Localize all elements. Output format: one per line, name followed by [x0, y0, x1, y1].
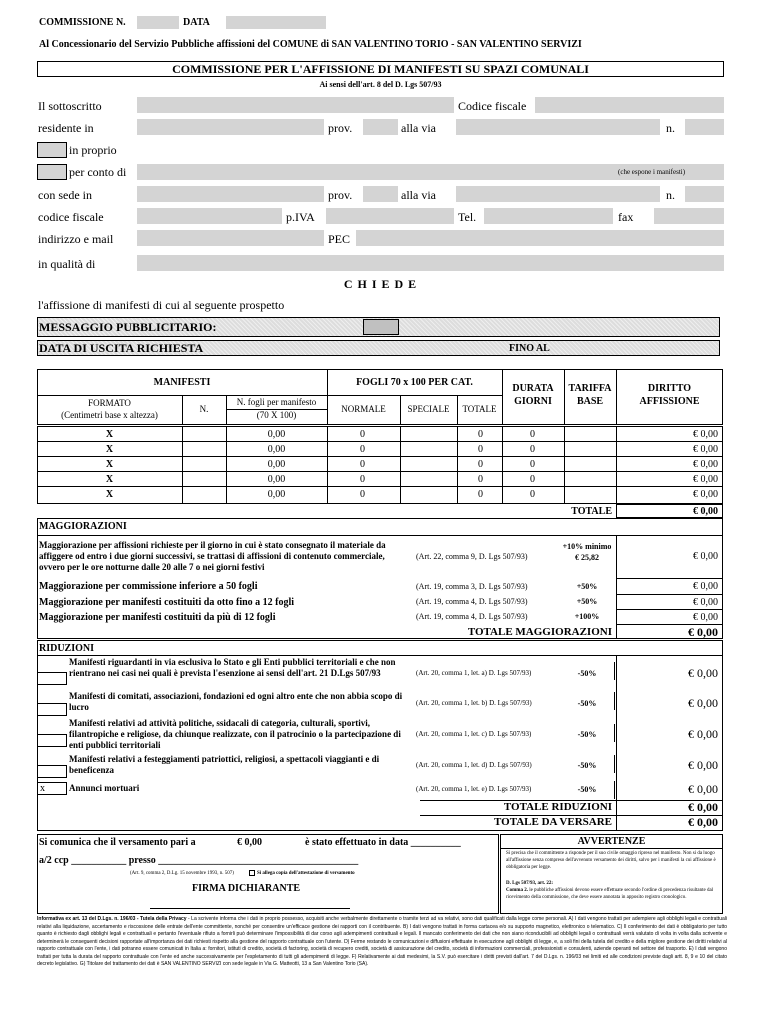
affissione-heading: AFFISSIONE	[639, 396, 700, 407]
sede-prov-field[interactable]	[363, 186, 398, 202]
formato-heading: FORMATO	[88, 398, 131, 408]
maggiorazione-perc: +50%	[576, 597, 598, 606]
residente-label: residente in	[38, 121, 94, 135]
manifesti-heading: MANIFESTI	[153, 377, 211, 388]
piva-label: p.IVA	[286, 210, 315, 224]
riduzione-art: (Art. 20, comma 1, let. d) D. Lgs 507/93)	[416, 761, 532, 769]
informativa-block	[37, 916, 727, 969]
row-totale: 0	[478, 489, 483, 500]
comma-block	[506, 887, 718, 901]
maggiorazione-art: (Art. 19, comma 4, D. Lgs 507/93)	[416, 597, 528, 606]
totale-label: TOTALE	[571, 506, 612, 517]
diritto-heading: DIRITTO	[647, 383, 692, 394]
riduzione-perc: -50%	[577, 785, 597, 794]
row-totale: 0	[478, 474, 483, 485]
riduzione-checkbox[interactable]	[37, 734, 67, 747]
n-heading: N.	[199, 404, 209, 414]
fax-field[interactable]	[654, 208, 724, 224]
durata-heading: DURATA	[512, 383, 554, 394]
sottoscritto-label: Il sottoscritto	[38, 99, 102, 113]
sede-n-label: n.	[666, 188, 675, 202]
codice-fiscale-label: Codice fiscale	[458, 99, 527, 113]
pec-field[interactable]	[356, 230, 724, 246]
sede-field[interactable]	[137, 186, 324, 202]
dlgs-text: D. Lgs 507/93, art. 22:	[506, 881, 554, 886]
totale-versare-label: TOTALE DA VERSARE	[494, 816, 612, 828]
informativa-title: Informativa ex art. 13 del D.Lgs. n. 196/03 - Tutela della Privacy	[37, 916, 187, 922]
sede-via-label: alla via	[401, 188, 436, 202]
maggiorazione-perc: +10% minimo € 25,82	[562, 542, 612, 562]
maggiorazione-value: € 0,00	[693, 597, 718, 608]
fogli-heading: FOGLI 70 x 100 PER CAT.	[356, 377, 473, 388]
riduzione-text: Manifesti di comitati, associazioni, fondazioni ed ogni altro ente che non abbia scopo di lucro	[69, 691, 403, 712]
messaggio-field[interactable]	[363, 319, 399, 335]
row-x: X	[105, 459, 114, 470]
maggiorazione-text: Maggiorazione per manifesti costituiti da otto fino a 12 fogli	[39, 597, 295, 608]
codice-fiscale-ente-field[interactable]	[137, 208, 282, 224]
riduzione-art: (Art. 20, comma 1, let. e) D. Lgs 507/93)	[416, 785, 532, 793]
nota-text: (Art. 9, comma 2, D.Lg. 15 novembre 1993, n. 507)	[130, 871, 234, 876]
commissione-label: COMMISSIONE N.	[39, 17, 126, 28]
piva-field[interactable]	[326, 208, 454, 224]
riduzione-art: (Art. 20, comma 1, let. a) D. Lgs 507/93)	[416, 669, 532, 677]
dimensione-heading: (70 X 100)	[256, 410, 297, 420]
row-diritto: € 0,00	[693, 489, 718, 500]
totale-riduzioni-label: TOTALE RIDUZIONI	[503, 801, 612, 813]
row-diritto: € 0,00	[693, 459, 718, 470]
riduzione-text: Manifesti riguardanti in via esclusiva lo Stato e gli Enti pubblici territoriali e che non rientrano nei casi nei quali è prevista l'esenzione ai sensi dell'art. 21 D.Lgs 507/93	[69, 657, 396, 678]
totale-heading: TOTALE	[462, 404, 497, 414]
riduzione-text: Manifesti relativi ad attività politiche, ssidacali di categoria, culturali, sportivi, filantropiche e religiose, da chiunque realizzate, con il patrocinio o la partecipazione di enti pubblici territoriali	[69, 718, 401, 750]
chiede-heading: C H I E D E	[343, 277, 418, 291]
comma-label: Comma 2.	[506, 888, 528, 893]
page-title: COMMISSIONE PER L'AFFISSIONE DI MANIFESTI SU SPAZI COMUNALI	[172, 62, 589, 76]
alla-via-label: alla via	[401, 121, 436, 135]
maggiorazione-art: (Art. 22, comma 9, D. Lgs 507/93)	[416, 552, 528, 561]
importo-value: € 0,00	[237, 837, 262, 848]
row-fogli: 0,00	[267, 459, 286, 470]
row-totale: 0	[478, 429, 483, 440]
riduzione-value: € 0,00	[688, 727, 718, 741]
firma-line[interactable]	[150, 908, 350, 909]
riduzione-art: (Art. 20, comma 1, let. b) D. Lgs 507/93)	[416, 699, 532, 707]
qualita-field[interactable]	[137, 255, 724, 271]
allego-checkbox[interactable]	[249, 870, 255, 876]
row-durata: 0	[530, 444, 535, 455]
in-proprio-checkbox[interactable]	[37, 142, 67, 158]
commissione-number-field[interactable]	[137, 16, 179, 29]
row-diritto: € 0,00	[693, 444, 718, 455]
centimetri-heading: (Centimetri base x altezza)	[61, 410, 158, 420]
email-field[interactable]	[137, 230, 324, 246]
sede-prov-label: prov.	[328, 188, 353, 202]
effettuato-text: è stato effettuato in data __________	[305, 837, 461, 848]
tariffa-heading: TARIFFA	[568, 383, 612, 394]
maggiorazione-value: € 0,00	[693, 551, 718, 562]
totale-versare-value: € 0,00	[688, 815, 718, 829]
con-sede-label: con sede in	[38, 188, 92, 202]
pec-label: PEC	[328, 232, 351, 246]
per-conto-checkbox[interactable]	[37, 164, 67, 180]
maggiorazione-art: (Art. 19, comma 4, D. Lgs 507/93)	[416, 612, 528, 621]
maggiorazione-perc: +50%	[576, 582, 598, 591]
maggiorazione-text: Maggiorazione per manifesti costituiti da più di 12 fogli	[39, 612, 276, 623]
riduzioni-title: RIDUZIONI	[39, 643, 95, 654]
row-durata: 0	[530, 474, 535, 485]
riduzione-perc: -50%	[577, 669, 597, 678]
tel-field[interactable]	[484, 208, 613, 224]
n-fogli-heading: N. fogli per manifesto	[236, 397, 317, 407]
via-field[interactable]	[456, 119, 660, 135]
affissione-text: l'affissione di manifesti di cui al seguente prospetto	[38, 298, 285, 312]
prov-field[interactable]	[363, 119, 398, 135]
maggiorazioni-title: MAGGIORAZIONI	[39, 521, 127, 532]
row-x: X	[105, 444, 114, 455]
sede-civico-field[interactable]	[685, 186, 724, 202]
fax-label: fax	[618, 210, 634, 224]
row-totale: 0	[478, 459, 483, 470]
fino-al-label: FINO AL	[509, 343, 550, 354]
riduzione-text: Annunci mortuari	[69, 783, 140, 793]
concessionario-text: Al Concessionario del Servizio Pubbliche affissioni del COMUNE di SAN VALENTINO TORIO - SAN VALENTINO SERVIZI	[39, 39, 582, 50]
row-totale: 0	[478, 444, 483, 455]
row-durata: 0	[530, 459, 535, 470]
qualita-label: in qualità di	[38, 257, 96, 271]
allego-text: Si allega copia dell'attestazione di versamento	[257, 871, 355, 876]
row-fogli: 0,00	[267, 429, 286, 440]
riduzione-perc: -50%	[577, 761, 597, 770]
base-heading: BASE	[576, 396, 604, 407]
row-x: X	[105, 474, 114, 485]
row-fogli: 0,00	[267, 489, 286, 500]
comma-text: le pubbliche affissioni devono essere effettuate secondo l'ordine di precedenza risultante dal ricevimento della commissione, che deve essere annotata in apposito registro cronologico.	[506, 888, 714, 900]
avvertenze-text: Si precisa che il committente a risponde per il suo civile omaggio ripreso nel manifesto. Non si da luogo all'affissione senza compreso dell'avvenuto versamento dei diritti, salvo per i manifesti la cui affissione è obbligatoria per legge.	[506, 851, 716, 870]
riduzione-checkbox[interactable]	[37, 672, 67, 685]
row-diritto: € 0,00	[693, 474, 718, 485]
data-label: DATA	[183, 17, 210, 28]
sede-via-field[interactable]	[456, 186, 660, 202]
row-durata: 0	[530, 429, 535, 440]
messaggio-label: MESSAGGIO PUBBLICITARIO:	[39, 320, 217, 334]
in-proprio-label: in proprio	[69, 143, 117, 157]
residente-field[interactable]	[137, 119, 324, 135]
row-normale: 0	[360, 459, 365, 470]
riduzione-checkbox[interactable]	[37, 703, 67, 716]
maggiorazione-text: Maggiorazione per commissione inferiore a 50 fogli	[39, 581, 258, 592]
row-diritto: € 0,00	[693, 429, 718, 440]
row-normale: 0	[360, 489, 365, 500]
giorni-heading: GIORNI	[514, 396, 552, 407]
riduzione-value: € 0,00	[688, 758, 718, 772]
maggiorazione-value: € 0,00	[693, 581, 718, 592]
speciale-heading: SPECIALE	[407, 404, 450, 414]
riduzione-text: Manifesti relativi a festeggiamenti patriottici, religiosi, a spettacoli viaggianti e di beneficenza	[69, 754, 380, 775]
email-label: indirizzo e mail	[38, 232, 114, 246]
maggiorazione-value: € 0,00	[693, 612, 718, 623]
tel-label: Tel.	[458, 210, 477, 224]
firma-label: FIRMA DICHIARANTE	[192, 883, 301, 894]
totale-maggiorazioni-label: TOTALE MAGGIORAZIONI	[467, 626, 612, 638]
totale-value: € 0,00	[693, 506, 718, 517]
riduzione-value: € 0,00	[688, 666, 718, 680]
civico-field[interactable]	[685, 119, 724, 135]
avvertenze-title: AVVERTENZE	[577, 836, 646, 847]
totale-riduzioni-value: € 0,00	[688, 800, 718, 814]
row-fogli: 0,00	[267, 444, 286, 455]
totale-maggiorazioni-value: € 0,00	[688, 625, 718, 639]
row-normale: 0	[360, 429, 365, 440]
comunica-text: Si comunica che il versamento pari a	[39, 837, 196, 848]
sottoscritto-field[interactable]	[137, 97, 454, 113]
data-uscita-label: DATA DI USCITA RICHIESTA	[39, 341, 204, 355]
maggiorazione-perc: +100%	[574, 612, 600, 621]
row-normale: 0	[360, 444, 365, 455]
prov-label: prov.	[328, 121, 353, 135]
riduzione-checkbox[interactable]	[37, 765, 67, 778]
page-subtitle: Ai sensi dell'art. 8 del D. Lgs 507/93	[319, 80, 442, 89]
riduzione-art: (Art. 20, comma 1, let. c) D. Lgs 507/93)	[416, 730, 532, 738]
riduzione-value: € 0,00	[688, 696, 718, 710]
row-normale: 0	[360, 474, 365, 485]
informativa-text: - La scrivente informa che i dati in proprio possesso, acquisiti anche verbalmente direttamente o tramite terzi ad va relativi, sono dati qualificati dalla legge come personali. A) I dati vengono trattati per adempiere agli obblighi legali e contrattuali relativi alla liquidazione, accertamento e riscossione delle entrate dell'ente committente, nonché per consentire un'efficace gestione dei rapporti con il contribuente. B) I dati vengono trattati in forma cartacea e/o su supporto magnetico, elettronico o telematico. C) Il conferimento dei dati è obbligatorio per tutto quanto è richiesto dagli obblighi legali e contrattuali e pertanto l'eventuale rifiuto a fornirli può determinare l'impossibilità di dar corso agli adempimenti contrattuali e legali. Il mancato conferimento dei dati che non siano riconducibili ad obblighi legali o contrattuali verrà valutato di volta in volta dalla scrivente e determinerà le conseguenti decisioni rapportate all'importanza dei dati richiesti rispetto alla gestione del rapporto contrattuale con l'utente. D) Ferme restando le comunicazioni e diffusioni effettuate in esecuzione agli obblighi di legge, e, a soli fini della tutela del credito e della migliore gestione dei diritti relativi al rapporto contrattuale con l'ente, i dati potranno essere comunicati in Italia a: fornitori, istituti di credito, società di factoring, società di recupero crediti, società di assicurazione del credito, società di informazioni commerciali, professionisti e consulenti, aziende operanti nel settore del trasporto. E) I dati vengono trattati per tutta la durata del rapporto contrattuale con l'ente ed anche successivamente per l'espletamento di tutti gli adempimenti di legge. F) Relativamente ai dati medesimi, la S.V. può esercitare i diritti previsti dall'art. 7 del D.Lgs. n. 196/03 nei limiti ed alle condizioni previste dagli artt. 8, 9 e 10 del citato decreto legislativo. G) Titolare del trattamento dei dati è SAN VALENTINO SERVIZI con sede legale in Via G. Matteotti, 13 a San Valentino Torio (SA).	[37, 916, 727, 967]
maggiorazione-art: (Art. 19, comma 3, D. Lgs 507/93)	[416, 582, 528, 591]
row-fogli: 0,00	[267, 474, 286, 485]
row-x: X	[105, 489, 114, 500]
n-label: n.	[666, 121, 675, 135]
riduzione-mark: x	[40, 783, 45, 794]
riduzione-value: € 0,00	[688, 782, 718, 796]
riduzione-perc: -50%	[577, 730, 597, 739]
row-x: X	[105, 429, 114, 440]
ccp-text: a/2 ccp ___________ presso ________________________________________	[39, 855, 359, 866]
codice-fiscale-field[interactable]	[535, 97, 724, 113]
normale-heading: NORMALE	[341, 404, 386, 414]
row-durata: 0	[530, 489, 535, 500]
riduzione-perc: -50%	[577, 699, 597, 708]
per-conto-label: per conto di	[69, 165, 127, 179]
data-field[interactable]	[226, 16, 326, 29]
maggiorazione-text: Maggiorazione per affissioni richieste per il giorno in cui è stato consegnato il materiale da affiggere od entro i due giorni successivi, se trattasi di affissioni di contenuto commerciale, ovvero per le ore notturne dalle 20 alle 7 o nei giorni festivi	[39, 540, 386, 572]
che-espone-note: (che espone i manifesti)	[618, 168, 686, 176]
codice-fiscale-ente-label: codice fiscale	[38, 210, 104, 224]
